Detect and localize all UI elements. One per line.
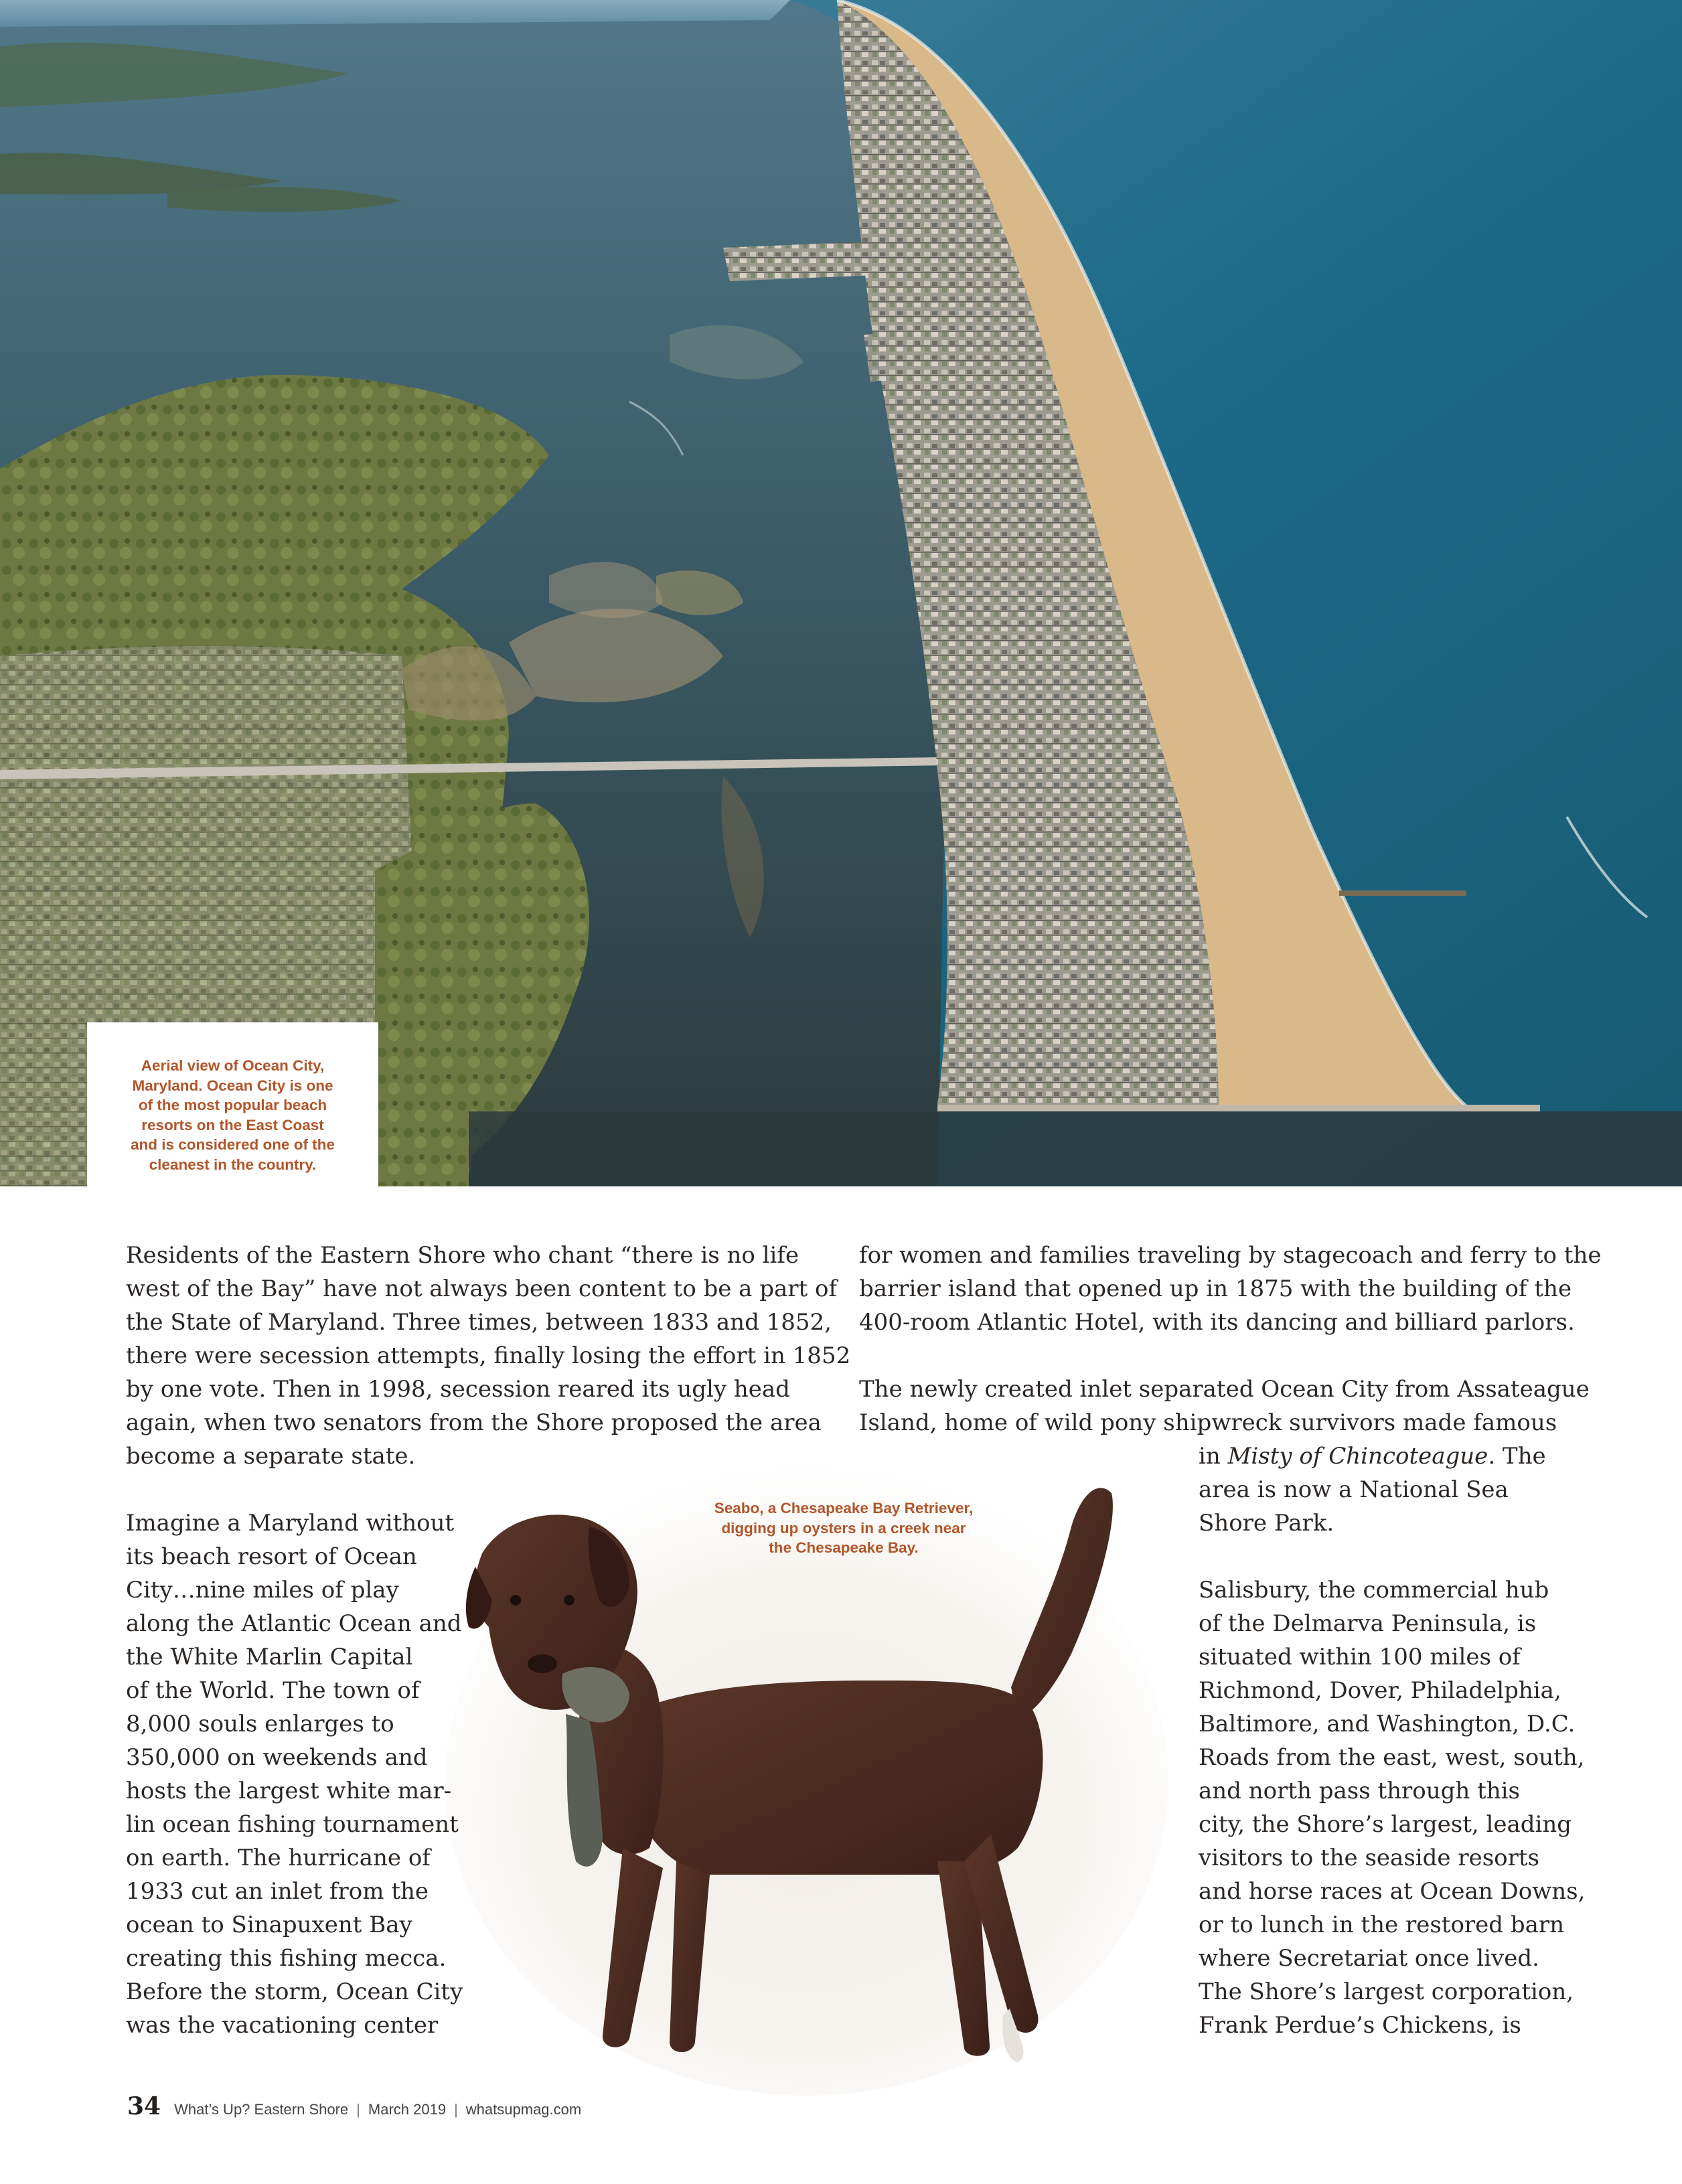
text-line: and horse races at Ocean Downs, <box>1199 1878 1586 1905</box>
text-line: City…nine miles of play <box>126 1577 399 1604</box>
text-line: Salisbury, the commercial hub <box>1199 1577 1549 1604</box>
text-line: 400-room Atlantic Hotel, with its dancing and billiard parlors. <box>859 1309 1575 1336</box>
footer-separator: | <box>454 2101 458 2118</box>
text-line: area is now a National Sea <box>1199 1476 1509 1503</box>
text-line: ocean to Sinapuxent Bay <box>126 1912 412 1938</box>
text-line <box>1199 1439 1585 1473</box>
text-line: its beach resort of Ocean <box>126 1543 417 1570</box>
caption-line: Maryland. Ocean City is one <box>132 1077 333 1094</box>
text-line: Roads from the east, west, south, <box>1199 1744 1585 1771</box>
text-line: the State of Maryland. Three times, between 1833 and 1852, <box>126 1309 832 1336</box>
caption-line: Seabo, a Chesapeake Bay Retriever, <box>714 1500 974 1516</box>
text-line: Shore Park. <box>1199 1510 1334 1537</box>
text-line: there were secession attempts, finally losing the effort in 1852 <box>126 1342 851 1369</box>
text-line: 350,000 on weekends and <box>126 1744 428 1771</box>
text-line: barrier island that opened up in 1875 with the building of the <box>859 1275 1572 1302</box>
text-fragment: in <box>1199 1443 1228 1470</box>
text-line: along the Atlantic Ocean and <box>126 1610 462 1637</box>
text-line: where Secretariat once lived. <box>1199 1945 1539 1972</box>
text-line: the White Marlin Capital <box>126 1644 413 1670</box>
text-line: 8,000 souls enlarges to <box>126 1711 394 1737</box>
text-line: of the Delmarva Peninsula, is <box>1199 1610 1537 1637</box>
text-line: by one vote. Then in 1998, secession reared its ugly head <box>126 1376 790 1403</box>
dog-photo-caption <box>683 1498 1004 1558</box>
text-line: of the World. The town of <box>126 1677 420 1704</box>
text-line: The Shore’s largest corporation, <box>1199 1978 1574 2005</box>
caption-line: of the most popular beach <box>138 1097 327 1113</box>
text-line: or to lunch in the restored barn <box>1199 1912 1565 1938</box>
text-line: Residents of the Eastern Shore who chant “there is no life <box>126 1242 799 1269</box>
caption-line: resorts on the East Coast <box>141 1116 324 1134</box>
text-line: again, when two senators from the Shore proposed the area <box>126 1409 822 1436</box>
text-line: hosts the largest white mar- <box>126 1778 452 1804</box>
text-line: was the vacationing center <box>126 2012 439 2039</box>
website-link[interactable]: whatsupmag.com <box>465 2101 582 2118</box>
caption-line: cleanest in the country. <box>149 1156 317 1173</box>
caption-line: digging up oysters in a creek near <box>721 1519 966 1537</box>
article-left-bottom <box>126 1506 463 2042</box>
page-footer <box>127 2092 581 2120</box>
text-line: Before the storm, Ocean City <box>126 1978 463 2005</box>
issue-date: March 2019 <box>368 2101 447 2118</box>
text-line: Baltimore, and Washington, D.C. <box>1199 1711 1576 1737</box>
text-line: visitors to the seaside resorts <box>1199 1845 1539 1871</box>
text-line: Island, home of wild pony shipwreck survivors made famous <box>859 1409 1557 1436</box>
article-left-top <box>126 1239 850 1473</box>
text-line: Imagine a Maryland without <box>126 1510 455 1537</box>
text-line: for women and families traveling by stagecoach and ferry to the <box>859 1242 1602 1269</box>
paragraph-gap <box>859 1339 1602 1373</box>
footer-separator: | <box>356 2101 360 2118</box>
text-line: situated within 100 miles of <box>1199 1644 1521 1670</box>
text-line: west of the Bay” have not always been content to be a part of <box>126 1275 838 1302</box>
page-number: 34 <box>127 2092 161 2120</box>
caption-line: the Chesapeake Bay. <box>769 1539 919 1556</box>
text-line: Frank Perdue’s Chickens, is <box>1199 2012 1521 2039</box>
caption-line: and is considered one of the <box>130 1136 335 1153</box>
text-line: Richmond, Dover, Philadelphia, <box>1199 1677 1561 1704</box>
text-line: creating this fishing mecca. <box>126 1945 447 1972</box>
book-title: Misty of Chincoteague <box>1227 1443 1488 1470</box>
photo-caption <box>102 1056 364 1174</box>
publication-name: What’s Up? Eastern Shore <box>174 2101 349 2118</box>
text-line: 1933 cut an inlet from the <box>126 1878 429 1905</box>
article-right-narrow <box>1199 1439 1585 2042</box>
text-line: and north pass through this <box>1199 1778 1521 1804</box>
text-line: The newly created inlet separated Ocean City from Assateague <box>859 1376 1590 1403</box>
caption-line: Aerial view of Ocean City, <box>141 1057 325 1074</box>
text-fragment: . The <box>1488 1443 1546 1470</box>
text-line: on earth. The hurricane of <box>126 1845 431 1871</box>
article-right-top <box>859 1239 1602 1439</box>
text-line: become a separate state. <box>126 1443 416 1470</box>
text-line: lin ocean fishing tournament <box>126 1811 459 1838</box>
paragraph-gap <box>1199 1540 1585 1573</box>
text-line: city, the Shore’s largest, leading <box>1199 1811 1572 1838</box>
photo-caption-box <box>87 1022 378 1186</box>
